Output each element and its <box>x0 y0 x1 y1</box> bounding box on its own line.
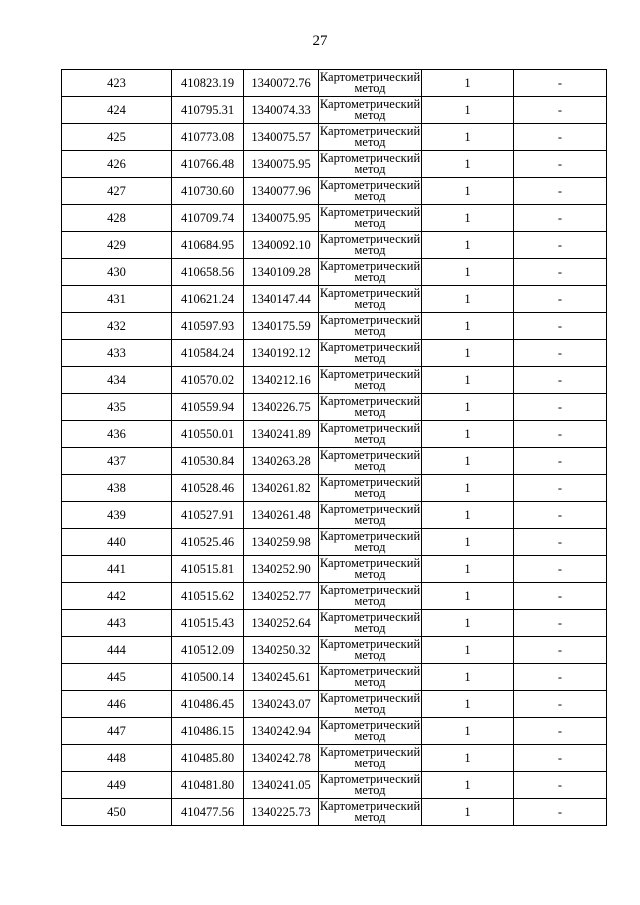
y-coordinate-cell: 1340226.75 <box>244 394 319 421</box>
note-cell: - <box>514 178 607 205</box>
method-line-1: Картометрический <box>319 582 421 597</box>
note-cell: - <box>514 421 607 448</box>
method-line-1: Картометрический <box>319 96 421 111</box>
point-number-cell: 444 <box>62 637 172 664</box>
method-cell <box>319 421 422 448</box>
note-cell: - <box>514 475 607 502</box>
x-coordinate-cell: 410570.02 <box>172 367 244 394</box>
accuracy-cell: 1 <box>422 610 514 637</box>
y-coordinate-cell: 1340241.89 <box>244 421 319 448</box>
method-cell <box>319 286 422 313</box>
method-line-1: Картометрический <box>319 285 421 300</box>
method-line-2: метод <box>354 649 386 662</box>
table-row <box>62 691 607 718</box>
accuracy-cell: 1 <box>422 529 514 556</box>
method-cell <box>319 70 422 97</box>
note-cell: - <box>514 151 607 178</box>
point-number-cell: 441 <box>62 556 172 583</box>
method-line-1: Картометрический <box>319 69 421 84</box>
accuracy-cell: 1 <box>422 637 514 664</box>
method-cell <box>319 205 422 232</box>
method-line-2: метод <box>354 568 386 581</box>
x-coordinate-cell: 410515.43 <box>172 610 244 637</box>
method-line-1: Картометрический <box>319 393 421 408</box>
point-number-cell: 439 <box>62 502 172 529</box>
y-coordinate-cell: 1340077.96 <box>244 178 319 205</box>
method-cell <box>319 151 422 178</box>
method-line-2: метод <box>354 217 386 230</box>
x-coordinate-cell: 410550.01 <box>172 421 244 448</box>
method-line-2: метод <box>354 514 386 527</box>
accuracy-cell: 1 <box>422 259 514 286</box>
y-coordinate-cell: 1340192.12 <box>244 340 319 367</box>
method-line-2: метод <box>354 325 386 338</box>
y-coordinate-cell: 1340147.44 <box>244 286 319 313</box>
method-line-2: метод <box>354 82 386 95</box>
table-row <box>62 205 607 232</box>
table-row <box>62 70 607 97</box>
x-coordinate-cell: 410477.56 <box>172 799 244 826</box>
x-coordinate-cell: 410515.81 <box>172 556 244 583</box>
y-coordinate-cell: 1340252.64 <box>244 610 319 637</box>
note-cell: - <box>514 232 607 259</box>
point-number-cell: 449 <box>62 772 172 799</box>
x-coordinate-cell: 410559.94 <box>172 394 244 421</box>
method-line-2: метод <box>354 784 386 797</box>
accuracy-cell: 1 <box>422 286 514 313</box>
method-cell <box>319 799 422 826</box>
method-line-2: метод <box>354 460 386 473</box>
y-coordinate-cell: 1340225.73 <box>244 799 319 826</box>
point-number-cell: 446 <box>62 691 172 718</box>
accuracy-cell: 1 <box>422 232 514 259</box>
method-line-2: метод <box>354 487 386 500</box>
x-coordinate-cell: 410684.95 <box>172 232 244 259</box>
method-line-1: Картометрический <box>319 123 421 138</box>
method-cell <box>319 664 422 691</box>
point-number-cell: 443 <box>62 610 172 637</box>
accuracy-cell: 1 <box>422 772 514 799</box>
table-row <box>62 259 607 286</box>
note-cell: - <box>514 691 607 718</box>
table-row <box>62 610 607 637</box>
coordinates-table-body <box>62 70 607 826</box>
accuracy-cell: 1 <box>422 448 514 475</box>
method-line-2: метод <box>354 541 386 554</box>
note-cell: - <box>514 502 607 529</box>
x-coordinate-cell: 410486.45 <box>172 691 244 718</box>
method-line-2: метод <box>354 244 386 257</box>
x-coordinate-cell: 410709.74 <box>172 205 244 232</box>
table-row <box>62 97 607 124</box>
method-line-1: Картометрический <box>319 474 421 489</box>
x-coordinate-cell: 410766.48 <box>172 151 244 178</box>
y-coordinate-cell: 1340212.16 <box>244 367 319 394</box>
note-cell: - <box>514 772 607 799</box>
method-line-2: метод <box>354 433 386 446</box>
table-row <box>62 664 607 691</box>
method-line-1: Картометрический <box>319 420 421 435</box>
x-coordinate-cell: 410525.46 <box>172 529 244 556</box>
accuracy-cell: 1 <box>422 664 514 691</box>
note-cell: - <box>514 664 607 691</box>
method-cell <box>319 313 422 340</box>
method-line-1: Картометрический <box>319 771 421 786</box>
method-line-1: Картометрический <box>319 177 421 192</box>
note-cell: - <box>514 718 607 745</box>
table-row <box>62 529 607 556</box>
point-number-cell: 432 <box>62 313 172 340</box>
table-row <box>62 718 607 745</box>
point-number-cell: 431 <box>62 286 172 313</box>
point-number-cell: 450 <box>62 799 172 826</box>
point-number-cell: 435 <box>62 394 172 421</box>
note-cell: - <box>514 340 607 367</box>
method-cell <box>319 610 422 637</box>
method-cell <box>319 259 422 286</box>
note-cell: - <box>514 70 607 97</box>
method-cell <box>319 178 422 205</box>
y-coordinate-cell: 1340252.77 <box>244 583 319 610</box>
note-cell: - <box>514 799 607 826</box>
accuracy-cell: 1 <box>422 583 514 610</box>
method-line-2: метод <box>354 109 386 122</box>
y-coordinate-cell: 1340261.48 <box>244 502 319 529</box>
method-cell <box>319 502 422 529</box>
method-cell <box>319 448 422 475</box>
method-line-1: Картометрический <box>319 690 421 705</box>
method-line-1: Картометрический <box>319 312 421 327</box>
method-cell <box>319 124 422 151</box>
method-line-2: метод <box>354 352 386 365</box>
y-coordinate-cell: 1340250.32 <box>244 637 319 664</box>
point-number-cell: 423 <box>62 70 172 97</box>
method-cell <box>319 691 422 718</box>
accuracy-cell: 1 <box>422 691 514 718</box>
point-number-cell: 434 <box>62 367 172 394</box>
method-line-1: Картометрический <box>319 366 421 381</box>
point-number-cell: 445 <box>62 664 172 691</box>
x-coordinate-cell: 410530.84 <box>172 448 244 475</box>
method-line-2: метод <box>354 190 386 203</box>
point-number-cell: 427 <box>62 178 172 205</box>
method-cell <box>319 772 422 799</box>
method-line-1: Картометрический <box>319 663 421 678</box>
table-row <box>62 340 607 367</box>
table-row <box>62 124 607 151</box>
method-line-2: метод <box>354 703 386 716</box>
y-coordinate-cell: 1340092.10 <box>244 232 319 259</box>
method-line-2: метод <box>354 163 386 176</box>
y-coordinate-cell: 1340252.90 <box>244 556 319 583</box>
method-line-2: метод <box>354 406 386 419</box>
table-row <box>62 313 607 340</box>
accuracy-cell: 1 <box>422 421 514 448</box>
point-number-cell: 426 <box>62 151 172 178</box>
method-line-1: Картометрический <box>319 717 421 732</box>
y-coordinate-cell: 1340259.98 <box>244 529 319 556</box>
table-row <box>62 232 607 259</box>
accuracy-cell: 1 <box>422 205 514 232</box>
method-cell <box>319 340 422 367</box>
y-coordinate-cell: 1340245.61 <box>244 664 319 691</box>
table-row <box>62 745 607 772</box>
point-number-cell: 433 <box>62 340 172 367</box>
note-cell: - <box>514 124 607 151</box>
method-cell <box>319 718 422 745</box>
point-number-cell: 440 <box>62 529 172 556</box>
method-line-1: Картометрический <box>319 609 421 624</box>
note-cell: - <box>514 313 607 340</box>
x-coordinate-cell: 410500.14 <box>172 664 244 691</box>
table-row <box>62 475 607 502</box>
y-coordinate-cell: 1340075.57 <box>244 124 319 151</box>
point-number-cell: 447 <box>62 718 172 745</box>
method-cell <box>319 637 422 664</box>
accuracy-cell: 1 <box>422 502 514 529</box>
note-cell: - <box>514 583 607 610</box>
method-line-1: Картометрический <box>319 231 421 246</box>
coordinates-table <box>61 69 607 826</box>
table-row <box>62 502 607 529</box>
y-coordinate-cell: 1340242.94 <box>244 718 319 745</box>
accuracy-cell: 1 <box>422 799 514 826</box>
note-cell: - <box>514 610 607 637</box>
table-row <box>62 151 607 178</box>
table-row <box>62 556 607 583</box>
method-line-1: Картометрический <box>319 258 421 273</box>
accuracy-cell: 1 <box>422 151 514 178</box>
y-coordinate-cell: 1340263.28 <box>244 448 319 475</box>
x-coordinate-cell: 410584.24 <box>172 340 244 367</box>
table-row <box>62 394 607 421</box>
page-number: 27 <box>312 33 328 49</box>
accuracy-cell: 1 <box>422 340 514 367</box>
x-coordinate-cell: 410621.24 <box>172 286 244 313</box>
table-row <box>62 448 607 475</box>
x-coordinate-cell: 410527.91 <box>172 502 244 529</box>
point-number-cell: 438 <box>62 475 172 502</box>
y-coordinate-cell: 1340109.28 <box>244 259 319 286</box>
method-cell <box>319 232 422 259</box>
method-line-2: метод <box>354 136 386 149</box>
table-row <box>62 421 607 448</box>
note-cell: - <box>514 745 607 772</box>
point-number-cell: 425 <box>62 124 172 151</box>
accuracy-cell: 1 <box>422 313 514 340</box>
note-cell: - <box>514 394 607 421</box>
method-line-1: Картометрический <box>319 744 421 759</box>
y-coordinate-cell: 1340075.95 <box>244 151 319 178</box>
method-line-2: метод <box>354 622 386 635</box>
method-line-1: Картометрический <box>319 150 421 165</box>
method-line-1: Картометрический <box>319 555 421 570</box>
method-line-2: метод <box>354 811 386 824</box>
method-line-1: Картометрический <box>319 798 421 813</box>
point-number-cell: 442 <box>62 583 172 610</box>
table-row <box>62 799 607 826</box>
note-cell: - <box>514 97 607 124</box>
method-line-1: Картометрический <box>319 204 421 219</box>
accuracy-cell: 1 <box>422 97 514 124</box>
accuracy-cell: 1 <box>422 745 514 772</box>
note-cell: - <box>514 529 607 556</box>
accuracy-cell: 1 <box>422 367 514 394</box>
y-coordinate-cell: 1340261.82 <box>244 475 319 502</box>
y-coordinate-cell: 1340243.07 <box>244 691 319 718</box>
note-cell: - <box>514 367 607 394</box>
accuracy-cell: 1 <box>422 70 514 97</box>
x-coordinate-cell: 410485.80 <box>172 745 244 772</box>
x-coordinate-cell: 410512.09 <box>172 637 244 664</box>
x-coordinate-cell: 410823.19 <box>172 70 244 97</box>
method-line-2: метод <box>354 298 386 311</box>
point-number-cell: 424 <box>62 97 172 124</box>
x-coordinate-cell: 410730.60 <box>172 178 244 205</box>
method-line-1: Картометрический <box>319 636 421 651</box>
x-coordinate-cell: 410773.08 <box>172 124 244 151</box>
y-coordinate-cell: 1340242.78 <box>244 745 319 772</box>
note-cell: - <box>514 637 607 664</box>
method-line-2: метод <box>354 676 386 689</box>
point-number-cell: 448 <box>62 745 172 772</box>
point-number-cell: 430 <box>62 259 172 286</box>
x-coordinate-cell: 410658.56 <box>172 259 244 286</box>
y-coordinate-cell: 1340241.05 <box>244 772 319 799</box>
method-line-1: Картометрический <box>319 501 421 516</box>
method-line-2: метод <box>354 730 386 743</box>
accuracy-cell: 1 <box>422 475 514 502</box>
point-number-cell: 437 <box>62 448 172 475</box>
point-number-cell: 436 <box>62 421 172 448</box>
x-coordinate-cell: 410795.31 <box>172 97 244 124</box>
method-cell <box>319 529 422 556</box>
x-coordinate-cell: 410486.15 <box>172 718 244 745</box>
method-line-1: Картометрический <box>319 447 421 462</box>
accuracy-cell: 1 <box>422 718 514 745</box>
method-line-2: метод <box>354 757 386 770</box>
note-cell: - <box>514 448 607 475</box>
table-row <box>62 637 607 664</box>
accuracy-cell: 1 <box>422 556 514 583</box>
accuracy-cell: 1 <box>422 394 514 421</box>
table-row <box>62 178 607 205</box>
x-coordinate-cell: 410528.46 <box>172 475 244 502</box>
note-cell: - <box>514 286 607 313</box>
method-cell <box>319 367 422 394</box>
method-cell <box>319 394 422 421</box>
table-row <box>62 583 607 610</box>
method-line-2: метод <box>354 271 386 284</box>
table-row <box>62 367 607 394</box>
note-cell: - <box>514 205 607 232</box>
accuracy-cell: 1 <box>422 124 514 151</box>
y-coordinate-cell: 1340072.76 <box>244 70 319 97</box>
y-coordinate-cell: 1340074.33 <box>244 97 319 124</box>
accuracy-cell: 1 <box>422 178 514 205</box>
x-coordinate-cell: 410597.93 <box>172 313 244 340</box>
x-coordinate-cell: 410515.62 <box>172 583 244 610</box>
method-cell <box>319 745 422 772</box>
point-number-cell: 428 <box>62 205 172 232</box>
point-number-cell: 429 <box>62 232 172 259</box>
x-coordinate-cell: 410481.80 <box>172 772 244 799</box>
method-line-2: метод <box>354 379 386 392</box>
method-line-2: метод <box>354 595 386 608</box>
table-row <box>62 772 607 799</box>
table-row <box>62 286 607 313</box>
method-cell <box>319 583 422 610</box>
note-cell: - <box>514 556 607 583</box>
y-coordinate-cell: 1340075.95 <box>244 205 319 232</box>
method-cell <box>319 475 422 502</box>
note-cell: - <box>514 259 607 286</box>
method-cell <box>319 556 422 583</box>
y-coordinate-cell: 1340175.59 <box>244 313 319 340</box>
method-line-1: Картометрический <box>319 528 421 543</box>
method-cell <box>319 97 422 124</box>
method-line-1: Картометрический <box>319 339 421 354</box>
